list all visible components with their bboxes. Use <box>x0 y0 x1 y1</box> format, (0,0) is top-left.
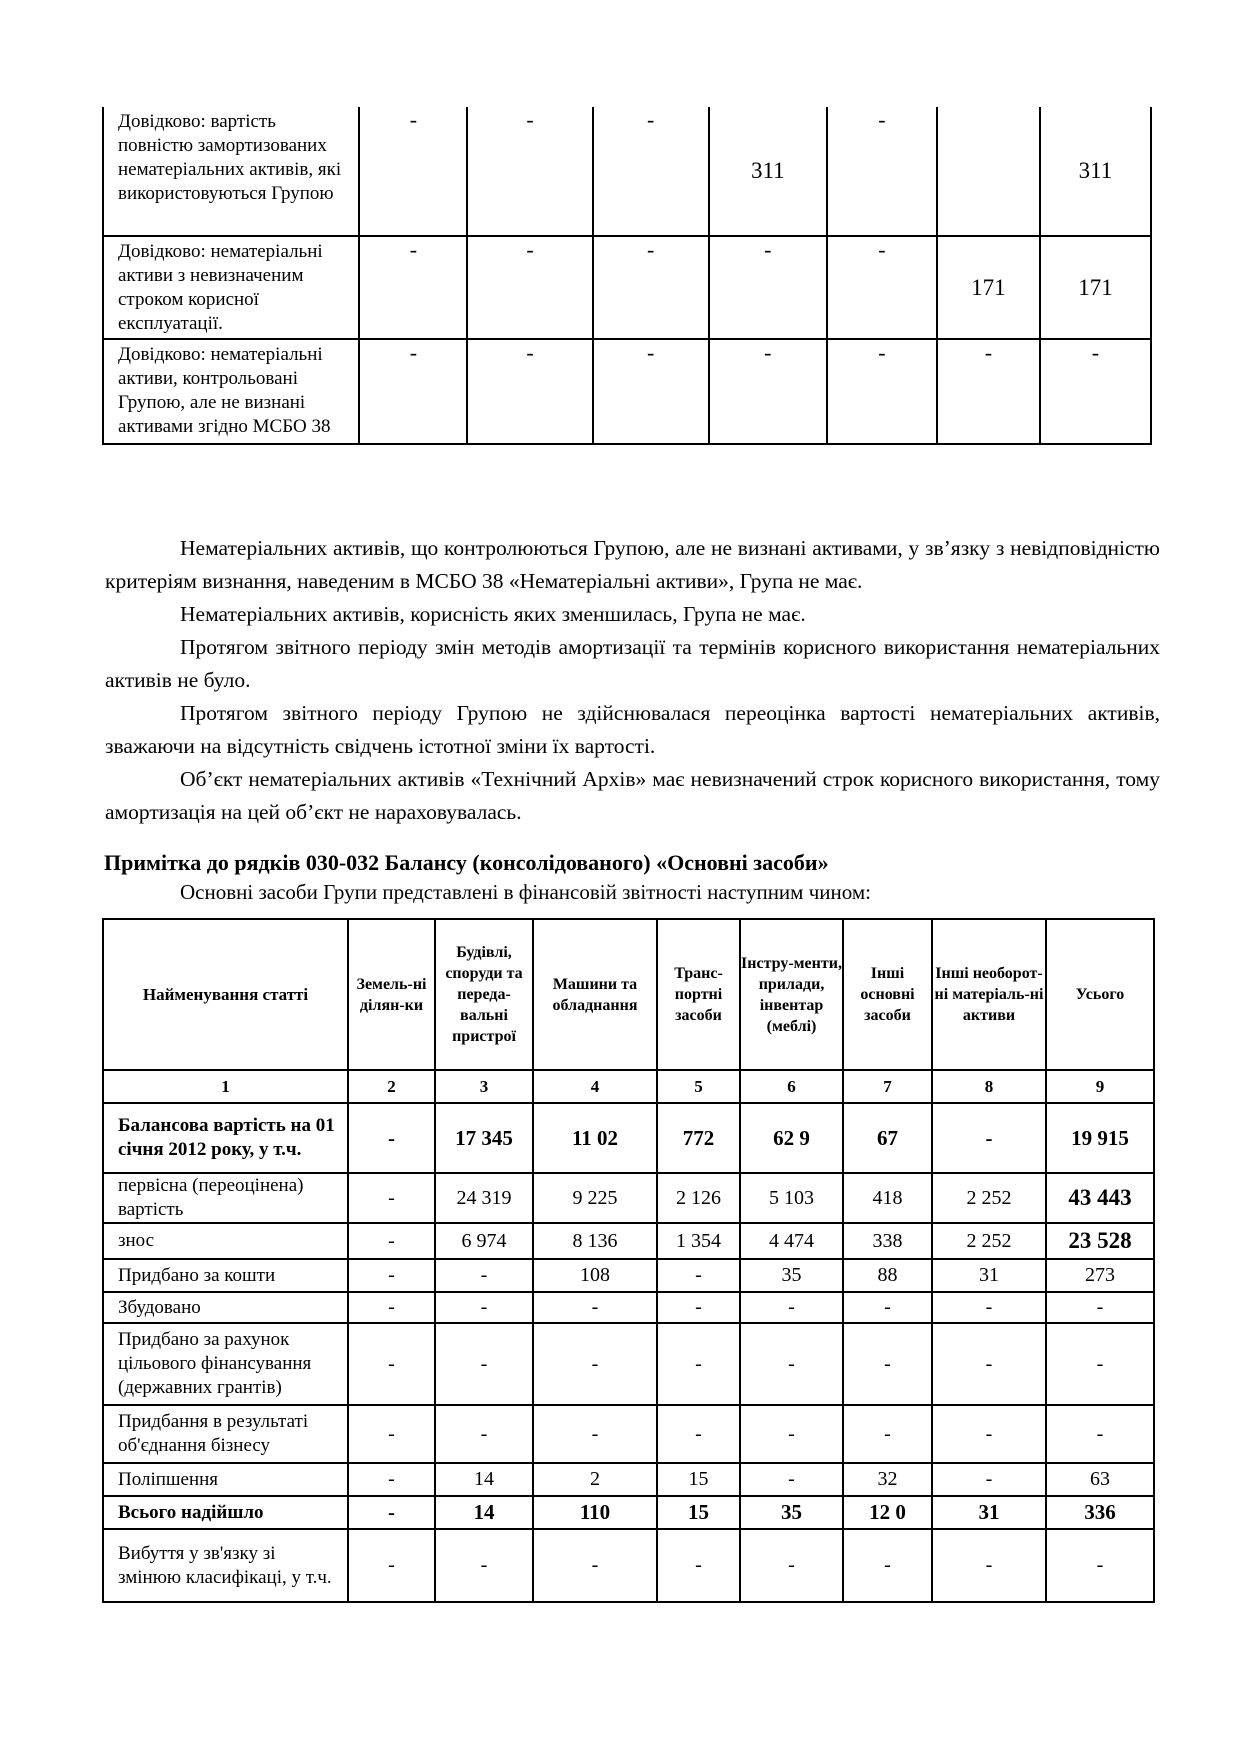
column-header: Земель-ні ділян-ки <box>348 919 435 1070</box>
table-row <box>103 1173 1154 1223</box>
table-row <box>103 1405 1154 1463</box>
cell: 15 <box>657 1496 740 1529</box>
cell: - <box>435 1529 533 1602</box>
cell: - <box>740 1323 843 1405</box>
cell: - <box>359 236 467 339</box>
paragraph: Протягом звітного періоду Групою не здійснювалася переоцінка вартості нематеріальних активів, зважаючи на відсутність свідчень істотної зміни їх вартості. <box>105 701 1160 758</box>
table-row <box>103 107 1151 236</box>
cell: - <box>932 1405 1046 1463</box>
cell: - <box>435 1259 533 1292</box>
cell: - <box>843 1405 932 1463</box>
row-label: знос <box>103 1223 348 1259</box>
table-row <box>103 339 1151 444</box>
cell: 110 <box>533 1496 657 1529</box>
cell: 32 <box>843 1463 932 1496</box>
cell: 8 136 <box>533 1223 657 1259</box>
cell: - <box>1040 339 1151 444</box>
cell: - <box>827 107 937 236</box>
row-label: Довідково: нематеріальні активи з невизначеним строком корисної експлуатації. <box>103 236 359 339</box>
cell: - <box>932 1529 1046 1602</box>
cell: 9 225 <box>533 1173 657 1223</box>
cell: 31 <box>932 1496 1046 1529</box>
paragraph: Протягом звітного періоду змін методів амортизації та термінів корисного використання нематеріальних активів не було. <box>105 635 1160 692</box>
row-label: Придбання в результаті об'єднання бізнесу <box>103 1405 348 1463</box>
cell: 14 <box>435 1496 533 1529</box>
cell: - <box>740 1292 843 1323</box>
cell: - <box>533 1405 657 1463</box>
column-index: 4 <box>533 1070 657 1103</box>
cell: - <box>827 236 937 339</box>
column-header: Будівлі, споруди та переда-вальні пристрої <box>435 919 533 1070</box>
column-index: 2 <box>348 1070 435 1103</box>
cell <box>937 107 1040 236</box>
cell: - <box>740 1463 843 1496</box>
cell: - <box>359 339 467 444</box>
cell: - <box>1046 1323 1154 1405</box>
cell: 4 474 <box>740 1223 843 1259</box>
cell: 171 <box>937 236 1040 339</box>
cell: 1 354 <box>657 1223 740 1259</box>
cell: - <box>435 1323 533 1405</box>
column-header: Машини та обладнання <box>533 919 657 1070</box>
row-label: Всього надійшло <box>103 1496 348 1529</box>
cell: - <box>827 339 937 444</box>
cell: 2 252 <box>932 1223 1046 1259</box>
column-index: 8 <box>932 1070 1046 1103</box>
column-index: 3 <box>435 1070 533 1103</box>
row-label: Поліпшення <box>103 1463 348 1496</box>
cell: - <box>348 1103 435 1173</box>
cell: - <box>533 1529 657 1602</box>
cell: - <box>709 236 827 339</box>
cell: 43 443 <box>1046 1173 1154 1223</box>
cell: - <box>937 339 1040 444</box>
intangible-assets-table <box>102 107 1152 445</box>
cell: - <box>843 1323 932 1405</box>
row-label: Вибуття у зв'язку зі змінюю класифікаці, у т.ч. <box>103 1529 348 1602</box>
cell: - <box>435 1292 533 1323</box>
cell: 14 <box>435 1463 533 1496</box>
cell: - <box>657 1292 740 1323</box>
cell: 63 <box>1046 1463 1154 1496</box>
column-index: 9 <box>1046 1070 1154 1103</box>
column-index: 6 <box>740 1070 843 1103</box>
cell: - <box>348 1259 435 1292</box>
cell: 273 <box>1046 1259 1154 1292</box>
cell: 772 <box>657 1103 740 1173</box>
table-row <box>103 1223 1154 1259</box>
cell: 31 <box>932 1259 1046 1292</box>
column-index: 1 <box>103 1070 348 1103</box>
cell: 2 126 <box>657 1173 740 1223</box>
cell: 35 <box>740 1259 843 1292</box>
table-row <box>103 1323 1154 1405</box>
cell: - <box>843 1529 932 1602</box>
column-index: 5 <box>657 1070 740 1103</box>
column-header: Інші основні засоби <box>843 919 932 1070</box>
cell: - <box>709 339 827 444</box>
row-label: Довідково: нематеріальні активи, контрольовані Групою, але не визнані активами згідно МСБО 38 <box>103 339 359 444</box>
cell: - <box>932 1463 1046 1496</box>
cell: - <box>348 1173 435 1223</box>
cell: - <box>593 339 709 444</box>
cell: 338 <box>843 1223 932 1259</box>
cell: - <box>348 1405 435 1463</box>
cell: - <box>932 1103 1046 1173</box>
table-row <box>103 1292 1154 1323</box>
intro-text: Основні засоби Групи представлені в фінансовій звітності наступним чином: <box>180 880 871 904</box>
cell: 11 02 <box>533 1103 657 1173</box>
cell: 62 9 <box>740 1103 843 1173</box>
column-header: Інші необорот-ні матеріаль-ні активи <box>932 919 1046 1070</box>
row-label: Балансова вартість на 01 січня 2012 року, у т.ч. <box>103 1103 348 1173</box>
cell: - <box>1046 1405 1154 1463</box>
cell: 2 252 <box>932 1173 1046 1223</box>
cell: - <box>348 1223 435 1259</box>
cell: - <box>467 339 592 444</box>
cell: - <box>1046 1529 1154 1602</box>
cell: 19 915 <box>1046 1103 1154 1173</box>
row-label: Придбано за кошти <box>103 1259 348 1292</box>
cell: 24 319 <box>435 1173 533 1223</box>
table-row <box>103 1496 1154 1529</box>
cell: - <box>1046 1292 1154 1323</box>
cell: - <box>348 1463 435 1496</box>
cell: 88 <box>843 1259 932 1292</box>
cell: 311 <box>709 107 827 236</box>
table-row <box>103 1463 1154 1496</box>
column-header: Усього <box>1046 919 1154 1070</box>
section-heading: Примітка до рядків 030-032 Балансу (консолідованого) «Основні засоби» <box>104 850 829 875</box>
column-header: Транс-портні засоби <box>657 919 740 1070</box>
column-header: Інстру-менти, прилади, інвентар (меблі) <box>740 919 843 1070</box>
index-row <box>103 1070 1154 1103</box>
cell: 418 <box>843 1173 932 1223</box>
cell: 12 0 <box>843 1496 932 1529</box>
column-index: 7 <box>843 1070 932 1103</box>
cell: - <box>348 1323 435 1405</box>
cell: 5 103 <box>740 1173 843 1223</box>
cell: - <box>593 236 709 339</box>
table-row <box>103 1529 1154 1602</box>
cell: - <box>348 1496 435 1529</box>
cell: - <box>657 1529 740 1602</box>
paragraph: Нематеріальних активів, корисність яких зменшилась, Група не має. <box>180 602 806 626</box>
cell: 171 <box>1040 236 1151 339</box>
cell: 6 974 <box>435 1223 533 1259</box>
cell: - <box>657 1405 740 1463</box>
cell: 2 <box>533 1463 657 1496</box>
cell: - <box>932 1292 1046 1323</box>
cell: 108 <box>533 1259 657 1292</box>
cell: - <box>657 1259 740 1292</box>
cell: 67 <box>843 1103 932 1173</box>
column-header: Найменування статті <box>103 919 348 1070</box>
cell: - <box>593 107 709 236</box>
row-label: Придбано за рахунок цільового фінансування (державних грантів) <box>103 1323 348 1405</box>
cell: - <box>359 107 467 236</box>
cell: - <box>467 107 592 236</box>
table-row <box>103 236 1151 339</box>
table-row <box>103 1103 1154 1173</box>
cell: 35 <box>740 1496 843 1529</box>
cell: - <box>348 1529 435 1602</box>
cell: - <box>843 1292 932 1323</box>
row-label: первісна (переоцінена) вартість <box>103 1173 348 1223</box>
row-label: Довідково: вартість повністю замортизованих нематеріальних активів, які використовуються Групою <box>103 107 359 236</box>
cell: - <box>533 1292 657 1323</box>
paragraph: Нематеріальних активів, що контролюються Групою, але не визнані активами, у зв’язку з невідповідністю критеріям визнання, наведеним в МСБО 38 «Нематеріальні активи», Група не має. <box>105 536 1160 593</box>
cell: - <box>467 236 592 339</box>
cell: - <box>348 1292 435 1323</box>
cell: 336 <box>1046 1496 1154 1529</box>
fixed-assets-table <box>102 918 1155 1603</box>
paragraph: Об’єкт нематеріальних активів «Технічний Архів» має невизначений строк корисного використання, тому амортизація на цей об’єкт не нараховувалась. <box>105 767 1160 824</box>
cell: - <box>740 1529 843 1602</box>
cell: 23 528 <box>1046 1223 1154 1259</box>
cell: - <box>657 1323 740 1405</box>
cell: - <box>932 1323 1046 1405</box>
header-row <box>103 919 1154 1070</box>
cell: - <box>533 1323 657 1405</box>
row-label: Збудовано <box>103 1292 348 1323</box>
cell: 15 <box>657 1463 740 1496</box>
cell: 17 345 <box>435 1103 533 1173</box>
cell: - <box>740 1405 843 1463</box>
cell: 311 <box>1040 107 1151 236</box>
table-row <box>103 1259 1154 1292</box>
cell: - <box>435 1405 533 1463</box>
